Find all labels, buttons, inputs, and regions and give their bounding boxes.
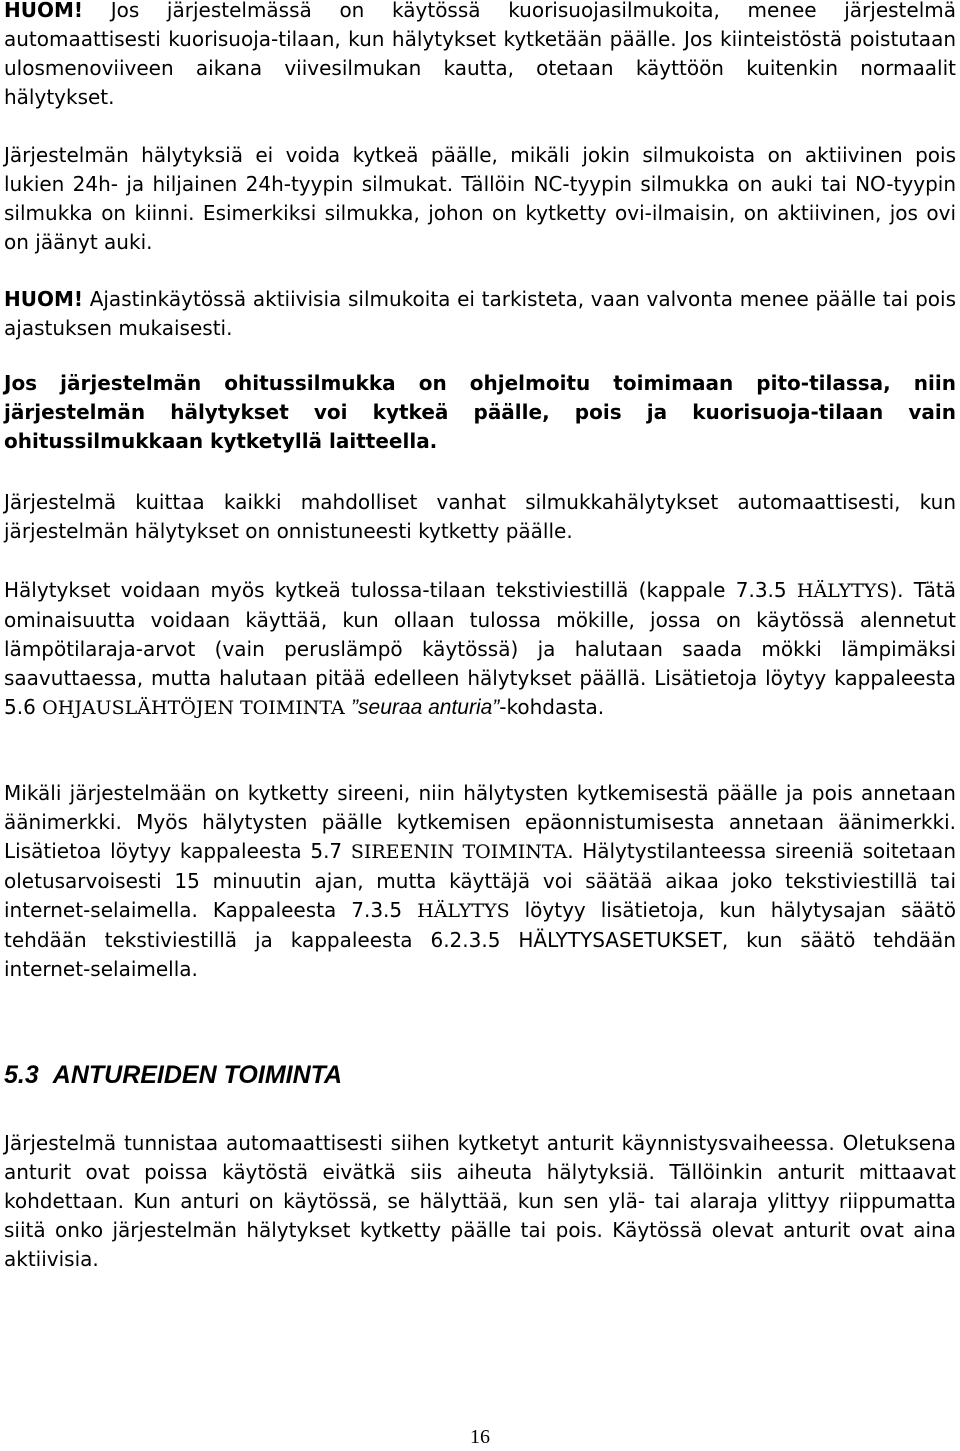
paragraph-sensors: Järjestelmä tunnistaa automaattisesti siihen kytketyt anturit käynnistysvaiheessa. Oletuksena anturit ovat poissa käytöstä eivätkä siis aiheuta hälytyksiä. Tällöinkin anturit mittaavat kohdettaan. Kun anturi on käytössä, se hälyttää, kun sen ylä- tai alaraja ylittyy riippumatta siitä onko järjestelmän hälytykset kytketty päälle tai pois. Käytössä olevat anturit ovat aina aktiivisia. [4,1131,956,1271]
italic-quote: ”seuraa anturia” [351,696,500,719]
paragraph-text: . Hälytystilanteessa sireeniä soitetaan oletusarvoisesti 15 minuutin ajan, mutta käyttäjä voi säätää aikaa joko tekstiviestillä tai internet-selaimella. Kappaleesta 7.3.5 [4,839,956,922]
paragraph-text: löytyy lisätietoja, kun hälytysajan säätö tehdään tekstiviestillä ja kappaleesta 6.2.3.5 HÄLYTYSASETUKSET, kun säätö tehdään internet-selaimella. [4,898,956,981]
paragraph-text: Ajastinkäytössä aktiivisia silmukoita ei tarkisteta, vaan valvonta menee päälle tai pois ajastuksen mukaisesti. [4,287,956,340]
section-title: ANTUREIDEN TOIMINTA [52,1061,343,1089]
section-reference: OHJAUSLÄHTÖJEN TOIMINTA [42,697,345,719]
paragraph-bypass-loop: Jos järjestelmän ohitussilmukka on ohjelmoitu toimimaan pito-tilassa, niin järjestelmän hälytykset voi kytkeä päälle, pois ja kuorisuoja-tilaan vain ohitussilmukkaan kytketyllä laitteella. [4,371,956,453]
paragraph-text: Hälytykset voidaan myös kytkeä tulossa-tilaan tekstiviestillä (kappale 7.3.5 [4,578,797,602]
paragraph-text: -kohdasta. [499,695,605,719]
paragraph-active-loops: Järjestelmän hälytyksiä ei voida kytkeä päälle, mikäli jokin silmukoista on aktiivinen pois lukien 24h- ja hiljainen 24h-tyypin silmukat. Tällöin NC-tyypin silmukka on auki tai NO-tyypin silmukka on kiinni. Esimerkiksi silmukka, johon on kytketty ovi-ilmaisin, on aktiivinen, jos ovi on jäänyt auki. [4,143,956,254]
section-heading [4,1059,342,1091]
paragraph-text: Mikäli järjestelmään on kytketty sireeni, niin hälytysten kytkemisestä päälle ja pois annetaan äänimerkki. Myös hälytysten päälle kytkemisen epäonnistumisesta annetaan äänimerkki. Lisätietoa löytyy kappaleesta 5.7 [4,781,956,863]
note-label: HUOM! [4,287,84,311]
section-reference: HÄLYTYS [417,900,510,922]
page-number: 16 [470,1426,490,1448]
note-label: HUOM! [4,0,84,22]
section-number: 5.3 [4,1061,39,1089]
paragraph-arriving-mode [4,576,956,723]
section-reference: SIREENIN TOIMINTA [350,841,568,863]
paragraph-acknowledge: Järjestelmä kuittaa kaikki mahdolliset vanhat silmukkahälytykset automaattisesti, kun järjestelmän hälytykset on onnistuneesti kytketty päälle. [4,490,956,543]
paragraph-note-shell-mode [4,0,956,112]
paragraph-text: Jos järjestelmässä on käytössä kuorisuojasilmukoita, menee järjestelmä automaattisesti kuorisuoja-tilaan, kun hälytykset kytketään päälle. Jos kiinteistöstä poistutaan ulosmenoviiveen aikana viivesilmukan kautta, otetaan käyttöön kuitenkin normaalit hälytykset. [4,0,956,109]
section-reference: HÄLYTYS [796,580,890,602]
paragraph-siren [4,779,956,984]
paragraph-note-timer [4,285,956,343]
paragraph-text: ). Tätä ominaisuutta voidaan käyttää, kun ollaan tulossa mökille, jossa on käytössä alennetut lämpötilaraja-arvot (vain peruslämpö käytössä) ja halutaan saada mökki lämpimäksi saavuttaessa, mutta halutaan pitää edelleen hälytykset päällä. Lisätietoja löytyy kappaleesta 5.6 [4,578,956,719]
